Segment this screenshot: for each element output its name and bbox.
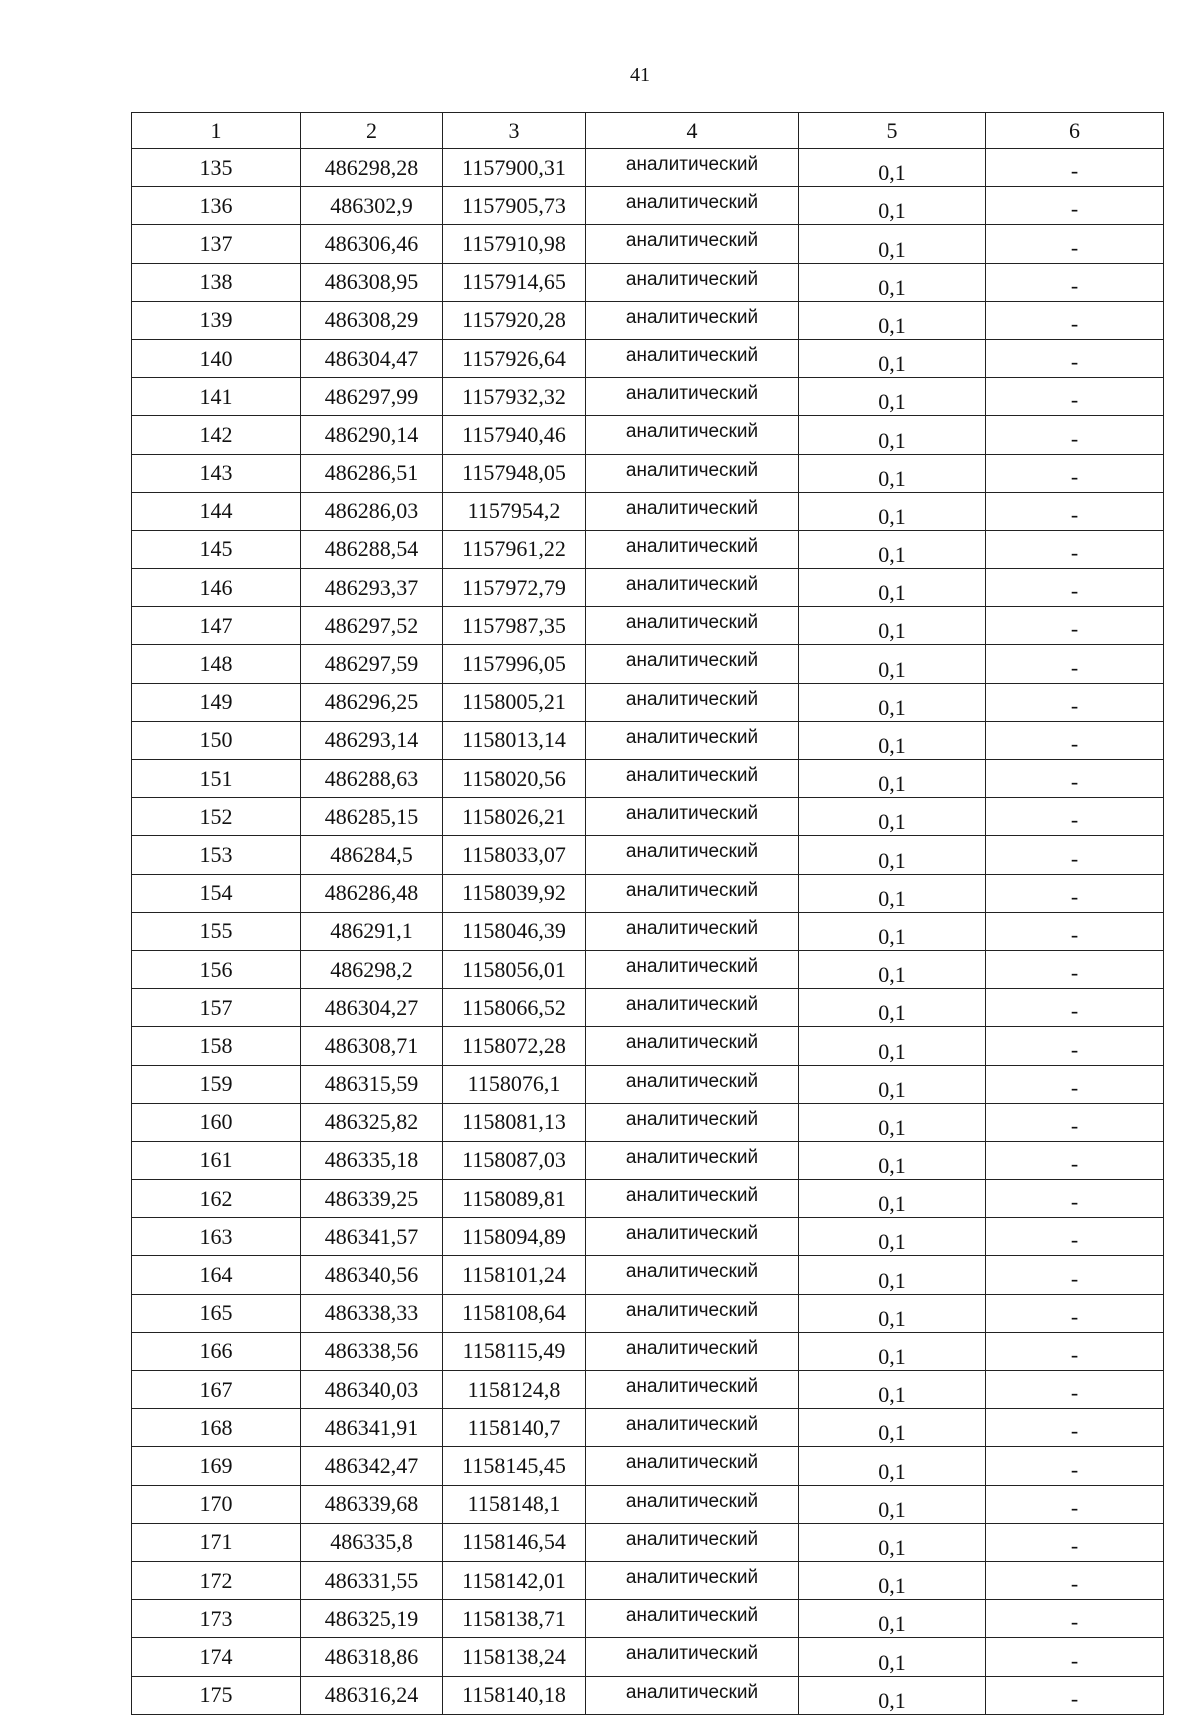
point-number-cell: 150	[132, 721, 301, 759]
table-row	[132, 836, 1164, 874]
method-cell: аналитический	[586, 1638, 799, 1676]
y-coordinate-cell: 1158056,01	[443, 950, 586, 988]
y-coordinate-cell: 1158101,24	[443, 1256, 586, 1294]
accuracy-cell: 0,1	[799, 645, 986, 683]
note-cell: -	[986, 721, 1164, 759]
table-row	[132, 1332, 1164, 1370]
x-coordinate-cell: 486339,68	[301, 1485, 443, 1523]
accuracy-cell: 0,1	[799, 721, 986, 759]
x-coordinate-cell: 486297,99	[301, 378, 443, 416]
accuracy-cell: 0,1	[799, 1447, 986, 1485]
note-cell: -	[986, 607, 1164, 645]
y-coordinate-cell: 1158146,54	[443, 1523, 586, 1561]
point-number-cell: 151	[132, 760, 301, 798]
note-cell: -	[986, 1600, 1164, 1638]
point-number-cell: 174	[132, 1638, 301, 1676]
x-coordinate-cell: 486293,37	[301, 569, 443, 607]
note-cell: -	[986, 569, 1164, 607]
point-number-cell: 171	[132, 1523, 301, 1561]
y-coordinate-cell: 1157905,73	[443, 187, 586, 225]
accuracy-cell: 0,1	[799, 263, 986, 301]
table-row	[132, 1561, 1164, 1599]
method-cell: аналитический	[586, 378, 799, 416]
x-coordinate-cell: 486331,55	[301, 1561, 443, 1599]
table-row	[132, 1638, 1164, 1676]
accuracy-cell: 0,1	[799, 836, 986, 874]
method-cell: аналитический	[586, 1103, 799, 1141]
point-number-cell: 167	[132, 1371, 301, 1409]
note-cell: -	[986, 187, 1164, 225]
table-row	[132, 1141, 1164, 1179]
accuracy-cell: 0,1	[799, 569, 986, 607]
note-cell: -	[986, 1409, 1164, 1447]
method-cell: аналитический	[586, 492, 799, 530]
y-coordinate-cell: 1157920,28	[443, 301, 586, 339]
point-number-cell: 148	[132, 645, 301, 683]
accuracy-cell: 0,1	[799, 1332, 986, 1370]
accuracy-cell: 0,1	[799, 874, 986, 912]
point-number-cell: 141	[132, 378, 301, 416]
accuracy-cell: 0,1	[799, 989, 986, 1027]
table-row	[132, 1600, 1164, 1638]
accuracy-cell: 0,1	[799, 454, 986, 492]
table-row	[132, 378, 1164, 416]
note-cell: -	[986, 1141, 1164, 1179]
method-cell: аналитический	[586, 912, 799, 950]
table-row	[132, 1485, 1164, 1523]
accuracy-cell: 0,1	[799, 492, 986, 530]
method-cell: аналитический	[586, 530, 799, 568]
y-coordinate-cell: 1158145,45	[443, 1447, 586, 1485]
table-row	[132, 683, 1164, 721]
note-cell: -	[986, 1371, 1164, 1409]
note-cell: -	[986, 760, 1164, 798]
accuracy-cell: 0,1	[799, 1027, 986, 1065]
note-cell: -	[986, 1180, 1164, 1218]
x-coordinate-cell: 486341,57	[301, 1218, 443, 1256]
method-cell: аналитический	[586, 1065, 799, 1103]
method-cell: аналитический	[586, 1218, 799, 1256]
x-coordinate-cell: 486293,14	[301, 721, 443, 759]
note-cell: -	[986, 645, 1164, 683]
note-cell: -	[986, 263, 1164, 301]
accuracy-cell: 0,1	[799, 760, 986, 798]
table-row	[132, 607, 1164, 645]
table-row	[132, 721, 1164, 759]
accuracy-cell: 0,1	[799, 301, 986, 339]
point-number-cell: 165	[132, 1294, 301, 1332]
y-coordinate-cell: 1158140,18	[443, 1676, 586, 1714]
x-coordinate-cell: 486285,15	[301, 798, 443, 836]
accuracy-cell: 0,1	[799, 1065, 986, 1103]
accuracy-cell: 0,1	[799, 187, 986, 225]
note-cell: -	[986, 1218, 1164, 1256]
point-number-cell: 158	[132, 1027, 301, 1065]
method-cell: аналитический	[586, 569, 799, 607]
point-number-cell: 136	[132, 187, 301, 225]
note-cell: -	[986, 492, 1164, 530]
point-number-cell: 135	[132, 149, 301, 187]
y-coordinate-cell: 1158076,1	[443, 1065, 586, 1103]
header-col-2: 2	[301, 113, 443, 149]
header-col-6: 6	[986, 113, 1164, 149]
accuracy-cell: 0,1	[799, 416, 986, 454]
method-cell: аналитический	[586, 149, 799, 187]
note-cell: -	[986, 874, 1164, 912]
table-row	[132, 263, 1164, 301]
method-cell: аналитический	[586, 454, 799, 492]
x-coordinate-cell: 486302,9	[301, 187, 443, 225]
y-coordinate-cell: 1157972,79	[443, 569, 586, 607]
accuracy-cell: 0,1	[799, 1638, 986, 1676]
point-number-cell: 144	[132, 492, 301, 530]
accuracy-cell: 0,1	[799, 1141, 986, 1179]
y-coordinate-cell: 1158140,7	[443, 1409, 586, 1447]
method-cell: аналитический	[586, 187, 799, 225]
point-number-cell: 142	[132, 416, 301, 454]
table-row	[132, 1256, 1164, 1294]
method-cell: аналитический	[586, 1141, 799, 1179]
note-cell: -	[986, 950, 1164, 988]
table-row	[132, 454, 1164, 492]
y-coordinate-cell: 1158039,92	[443, 874, 586, 912]
accuracy-cell: 0,1	[799, 1218, 986, 1256]
note-cell: -	[986, 1027, 1164, 1065]
y-coordinate-cell: 1157914,65	[443, 263, 586, 301]
accuracy-cell: 0,1	[799, 225, 986, 263]
y-coordinate-cell: 1157932,32	[443, 378, 586, 416]
x-coordinate-cell: 486335,8	[301, 1523, 443, 1561]
y-coordinate-cell: 1158046,39	[443, 912, 586, 950]
point-number-cell: 170	[132, 1485, 301, 1523]
header-col-4: 4	[586, 113, 799, 149]
accuracy-cell: 0,1	[799, 1676, 986, 1714]
point-number-cell: 173	[132, 1600, 301, 1638]
note-cell: -	[986, 454, 1164, 492]
y-coordinate-cell: 1158108,64	[443, 1294, 586, 1332]
point-number-cell: 152	[132, 798, 301, 836]
point-number-cell: 175	[132, 1676, 301, 1714]
y-coordinate-cell: 1158020,56	[443, 760, 586, 798]
x-coordinate-cell: 486291,1	[301, 912, 443, 950]
note-cell: -	[986, 1065, 1164, 1103]
note-cell: -	[986, 339, 1164, 377]
table-row	[132, 149, 1164, 187]
table-row	[132, 339, 1164, 377]
point-number-cell: 143	[132, 454, 301, 492]
accuracy-cell: 0,1	[799, 798, 986, 836]
x-coordinate-cell: 486286,51	[301, 454, 443, 492]
y-coordinate-cell: 1158148,1	[443, 1485, 586, 1523]
x-coordinate-cell: 486286,48	[301, 874, 443, 912]
y-coordinate-cell: 1157926,64	[443, 339, 586, 377]
point-number-cell: 138	[132, 263, 301, 301]
note-cell: -	[986, 149, 1164, 187]
x-coordinate-cell: 486342,47	[301, 1447, 443, 1485]
table-row	[132, 416, 1164, 454]
page-number: 41	[630, 64, 650, 86]
method-cell: аналитический	[586, 874, 799, 912]
point-number-cell: 155	[132, 912, 301, 950]
table-row	[132, 492, 1164, 530]
point-number-cell: 139	[132, 301, 301, 339]
accuracy-cell: 0,1	[799, 1561, 986, 1599]
method-cell: аналитический	[586, 1676, 799, 1714]
table-row	[132, 989, 1164, 1027]
point-number-cell: 146	[132, 569, 301, 607]
x-coordinate-cell: 486298,2	[301, 950, 443, 988]
table-row	[132, 1218, 1164, 1256]
point-number-cell: 169	[132, 1447, 301, 1485]
coordinates-table	[131, 112, 1164, 1715]
note-cell: -	[986, 1523, 1164, 1561]
x-coordinate-cell: 486340,03	[301, 1371, 443, 1409]
table-row	[132, 1103, 1164, 1141]
point-number-cell: 157	[132, 989, 301, 1027]
table-header-row	[132, 113, 1164, 149]
x-coordinate-cell: 486308,95	[301, 263, 443, 301]
method-cell: аналитический	[586, 416, 799, 454]
note-cell: -	[986, 836, 1164, 874]
point-number-cell: 149	[132, 683, 301, 721]
x-coordinate-cell: 486340,56	[301, 1256, 443, 1294]
point-number-cell: 163	[132, 1218, 301, 1256]
x-coordinate-cell: 486288,54	[301, 530, 443, 568]
point-number-cell: 154	[132, 874, 301, 912]
x-coordinate-cell: 486298,28	[301, 149, 443, 187]
method-cell: аналитический	[586, 301, 799, 339]
point-number-cell: 161	[132, 1141, 301, 1179]
note-cell: -	[986, 1447, 1164, 1485]
y-coordinate-cell: 1158087,03	[443, 1141, 586, 1179]
point-number-cell: 140	[132, 339, 301, 377]
y-coordinate-cell: 1157900,31	[443, 149, 586, 187]
method-cell: аналитический	[586, 225, 799, 263]
accuracy-cell: 0,1	[799, 1180, 986, 1218]
x-coordinate-cell: 486288,63	[301, 760, 443, 798]
x-coordinate-cell: 486308,29	[301, 301, 443, 339]
method-cell: аналитический	[586, 1523, 799, 1561]
header-col-3: 3	[443, 113, 586, 149]
table-row	[132, 1294, 1164, 1332]
table-row	[132, 1180, 1164, 1218]
accuracy-cell: 0,1	[799, 607, 986, 645]
y-coordinate-cell: 1158026,21	[443, 798, 586, 836]
y-coordinate-cell: 1157961,22	[443, 530, 586, 568]
method-cell: аналитический	[586, 760, 799, 798]
accuracy-cell: 0,1	[799, 1485, 986, 1523]
x-coordinate-cell: 486315,59	[301, 1065, 443, 1103]
y-coordinate-cell: 1158089,81	[443, 1180, 586, 1218]
method-cell: аналитический	[586, 950, 799, 988]
method-cell: аналитический	[586, 836, 799, 874]
x-coordinate-cell: 486335,18	[301, 1141, 443, 1179]
method-cell: аналитический	[586, 1447, 799, 1485]
accuracy-cell: 0,1	[799, 149, 986, 187]
method-cell: аналитический	[586, 1294, 799, 1332]
method-cell: аналитический	[586, 1561, 799, 1599]
table-row	[132, 874, 1164, 912]
method-cell: аналитический	[586, 1027, 799, 1065]
y-coordinate-cell: 1157954,2	[443, 492, 586, 530]
x-coordinate-cell: 486297,52	[301, 607, 443, 645]
point-number-cell: 166	[132, 1332, 301, 1370]
method-cell: аналитический	[586, 1371, 799, 1409]
header-col-1: 1	[132, 113, 301, 149]
y-coordinate-cell: 1157940,46	[443, 416, 586, 454]
y-coordinate-cell: 1158142,01	[443, 1561, 586, 1599]
note-cell: -	[986, 1332, 1164, 1370]
note-cell: -	[986, 301, 1164, 339]
y-coordinate-cell: 1158094,89	[443, 1218, 586, 1256]
accuracy-cell: 0,1	[799, 1409, 986, 1447]
x-coordinate-cell: 486290,14	[301, 416, 443, 454]
x-coordinate-cell: 486341,91	[301, 1409, 443, 1447]
y-coordinate-cell: 1158124,8	[443, 1371, 586, 1409]
table-row	[132, 798, 1164, 836]
table-row	[132, 1371, 1164, 1409]
note-cell: -	[986, 1485, 1164, 1523]
table-row	[132, 1065, 1164, 1103]
table-row	[132, 225, 1164, 263]
table-row	[132, 1447, 1164, 1485]
x-coordinate-cell: 486325,19	[301, 1600, 443, 1638]
accuracy-cell: 0,1	[799, 950, 986, 988]
point-number-cell: 168	[132, 1409, 301, 1447]
method-cell: аналитический	[586, 1600, 799, 1638]
table-row	[132, 1027, 1164, 1065]
method-cell: аналитический	[586, 1180, 799, 1218]
y-coordinate-cell: 1158005,21	[443, 683, 586, 721]
note-cell: -	[986, 683, 1164, 721]
x-coordinate-cell: 486296,25	[301, 683, 443, 721]
note-cell: -	[986, 225, 1164, 263]
table-row	[132, 301, 1164, 339]
x-coordinate-cell: 486325,82	[301, 1103, 443, 1141]
method-cell: аналитический	[586, 989, 799, 1027]
note-cell: -	[986, 912, 1164, 950]
x-coordinate-cell: 486284,5	[301, 836, 443, 874]
header-col-5: 5	[799, 113, 986, 149]
method-cell: аналитический	[586, 721, 799, 759]
y-coordinate-cell: 1158072,28	[443, 1027, 586, 1065]
accuracy-cell: 0,1	[799, 339, 986, 377]
note-cell: -	[986, 1103, 1164, 1141]
table-row	[132, 760, 1164, 798]
x-coordinate-cell: 486297,59	[301, 645, 443, 683]
accuracy-cell: 0,1	[799, 1371, 986, 1409]
y-coordinate-cell: 1158138,71	[443, 1600, 586, 1638]
method-cell: аналитический	[586, 1256, 799, 1294]
accuracy-cell: 0,1	[799, 683, 986, 721]
accuracy-cell: 0,1	[799, 1600, 986, 1638]
x-coordinate-cell: 486304,47	[301, 339, 443, 377]
table-row	[132, 530, 1164, 568]
note-cell: -	[986, 378, 1164, 416]
x-coordinate-cell: 486306,46	[301, 225, 443, 263]
accuracy-cell: 0,1	[799, 1523, 986, 1561]
x-coordinate-cell: 486308,71	[301, 1027, 443, 1065]
x-coordinate-cell: 486338,33	[301, 1294, 443, 1332]
note-cell: -	[986, 1256, 1164, 1294]
point-number-cell: 145	[132, 530, 301, 568]
y-coordinate-cell: 1157987,35	[443, 607, 586, 645]
x-coordinate-cell: 486304,27	[301, 989, 443, 1027]
point-number-cell: 164	[132, 1256, 301, 1294]
note-cell: -	[986, 1561, 1164, 1599]
method-cell: аналитический	[586, 1332, 799, 1370]
method-cell: аналитический	[586, 645, 799, 683]
note-cell: -	[986, 530, 1164, 568]
note-cell: -	[986, 989, 1164, 1027]
note-cell: -	[986, 1638, 1164, 1676]
x-coordinate-cell: 486318,86	[301, 1638, 443, 1676]
point-number-cell: 137	[132, 225, 301, 263]
method-cell: аналитический	[586, 683, 799, 721]
point-number-cell: 160	[132, 1103, 301, 1141]
y-coordinate-cell: 1158138,24	[443, 1638, 586, 1676]
accuracy-cell: 0,1	[799, 1103, 986, 1141]
point-number-cell: 156	[132, 950, 301, 988]
table-row	[132, 569, 1164, 607]
method-cell: аналитический	[586, 339, 799, 377]
y-coordinate-cell: 1158115,49	[443, 1332, 586, 1370]
table-row	[132, 950, 1164, 988]
y-coordinate-cell: 1157996,05	[443, 645, 586, 683]
method-cell: аналитический	[586, 1409, 799, 1447]
method-cell: аналитический	[586, 1485, 799, 1523]
accuracy-cell: 0,1	[799, 1256, 986, 1294]
accuracy-cell: 0,1	[799, 1294, 986, 1332]
point-number-cell: 162	[132, 1180, 301, 1218]
x-coordinate-cell: 486316,24	[301, 1676, 443, 1714]
note-cell: -	[986, 416, 1164, 454]
accuracy-cell: 0,1	[799, 912, 986, 950]
method-cell: аналитический	[586, 607, 799, 645]
y-coordinate-cell: 1158081,13	[443, 1103, 586, 1141]
y-coordinate-cell: 1158033,07	[443, 836, 586, 874]
accuracy-cell: 0,1	[799, 530, 986, 568]
method-cell: аналитический	[586, 798, 799, 836]
point-number-cell: 147	[132, 607, 301, 645]
y-coordinate-cell: 1158066,52	[443, 989, 586, 1027]
table-row	[132, 1676, 1164, 1714]
table-row	[132, 1409, 1164, 1447]
note-cell: -	[986, 1294, 1164, 1332]
x-coordinate-cell: 486338,56	[301, 1332, 443, 1370]
table-row	[132, 1523, 1164, 1561]
y-coordinate-cell: 1157910,98	[443, 225, 586, 263]
table-body	[132, 149, 1164, 1715]
point-number-cell: 159	[132, 1065, 301, 1103]
y-coordinate-cell: 1158013,14	[443, 721, 586, 759]
table-row	[132, 912, 1164, 950]
table-row	[132, 645, 1164, 683]
point-number-cell: 153	[132, 836, 301, 874]
x-coordinate-cell: 486339,25	[301, 1180, 443, 1218]
point-number-cell: 172	[132, 1561, 301, 1599]
accuracy-cell: 0,1	[799, 378, 986, 416]
y-coordinate-cell: 1157948,05	[443, 454, 586, 492]
x-coordinate-cell: 486286,03	[301, 492, 443, 530]
table-row	[132, 187, 1164, 225]
note-cell: -	[986, 798, 1164, 836]
note-cell: -	[986, 1676, 1164, 1714]
method-cell: аналитический	[586, 263, 799, 301]
